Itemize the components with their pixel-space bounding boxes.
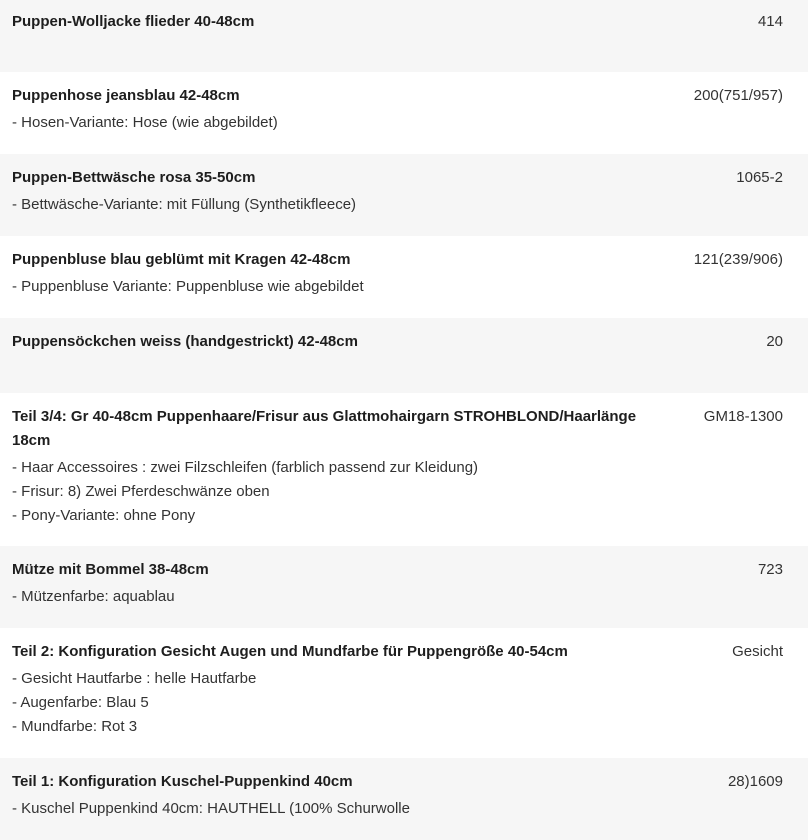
item-title: Puppenbluse blau geblümt mit Kragen 42-48cm <box>12 251 351 268</box>
item-details <box>12 770 685 821</box>
item-sku: GM18-1300 <box>703 408 783 425</box>
item-sku: Gesicht <box>732 643 783 660</box>
item-title: Puppenhose jeansblau 42-48cm <box>12 87 240 104</box>
list-item <box>0 154 808 236</box>
item-sku: 20 <box>766 333 783 350</box>
item-details <box>12 166 685 217</box>
list-item <box>0 628 808 758</box>
item-option: - Puppenbluse Variante: Puppenbluse wie abgebildet <box>12 278 364 295</box>
item-title: Puppensöckchen weiss (handgestrickt) 42-48cm <box>12 333 358 350</box>
item-option: - Mützenfarbe: aquablau <box>12 588 175 605</box>
list-item <box>0 236 808 318</box>
list-item <box>0 758 808 840</box>
item-details <box>12 248 685 299</box>
item-details <box>12 84 685 135</box>
item-option: - Pony-Variante: ohne Pony <box>12 507 196 524</box>
item-title: Teil 2: Konfiguration Gesicht Augen und Mundfarbe für Puppengröße 40-54cm <box>12 643 568 660</box>
item-title: Mütze mit Bommel 38-48cm <box>12 561 209 578</box>
item-details <box>12 330 685 354</box>
item-sku: 414 <box>757 13 783 30</box>
item-sku: 1065-2 <box>736 169 783 186</box>
item-sku: 723 <box>757 561 783 578</box>
item-sku: 121(239/906) <box>693 251 783 268</box>
item-option: - Frisur: 8) Zwei Pferdeschwänze oben <box>12 483 270 500</box>
list-item <box>0 393 808 546</box>
item-option: - Mundfarbe: Rot 3 <box>12 718 138 735</box>
item-details <box>12 10 685 34</box>
list-item <box>0 546 808 628</box>
list-item <box>0 0 808 72</box>
item-option: - Hosen-Variante: Hose (wie abgebildet) <box>12 114 278 131</box>
item-sku: 200(751/957) <box>693 87 783 104</box>
item-option: - Gesicht Hautfarbe : helle Hautfarbe <box>12 670 257 687</box>
item-option: - Bettwäsche-Variante: mit Füllung (Synthetikfleece) <box>12 196 357 213</box>
item-title: Teil 1: Konfiguration Kuschel-Puppenkind 40cm <box>12 773 353 790</box>
item-option: - Kuschel Puppenkind 40cm: HAUTHELL (100% Schurwolle <box>12 800 410 817</box>
item-title: Teil 3/4: Gr 40-48cm Puppenhaare/Frisur aus Glattmohairgarn STROHBLOND/Haarlänge 18cm <box>12 408 637 449</box>
item-details <box>12 640 685 739</box>
item-option: - Haar Accessoires : zwei Filzschleifen (farblich passend zur Kleidung) <box>12 459 479 476</box>
item-title: Puppen-Wolljacke flieder 40-48cm <box>12 13 255 30</box>
item-details <box>12 558 685 609</box>
item-option: - Augenfarbe: Blau 5 <box>12 694 149 711</box>
item-title: Puppen-Bettwäsche rosa 35-50cm <box>12 169 256 186</box>
item-details <box>12 405 685 528</box>
list-item <box>0 72 808 154</box>
list-item <box>0 318 808 393</box>
item-sku: 28)1609 <box>727 773 783 790</box>
